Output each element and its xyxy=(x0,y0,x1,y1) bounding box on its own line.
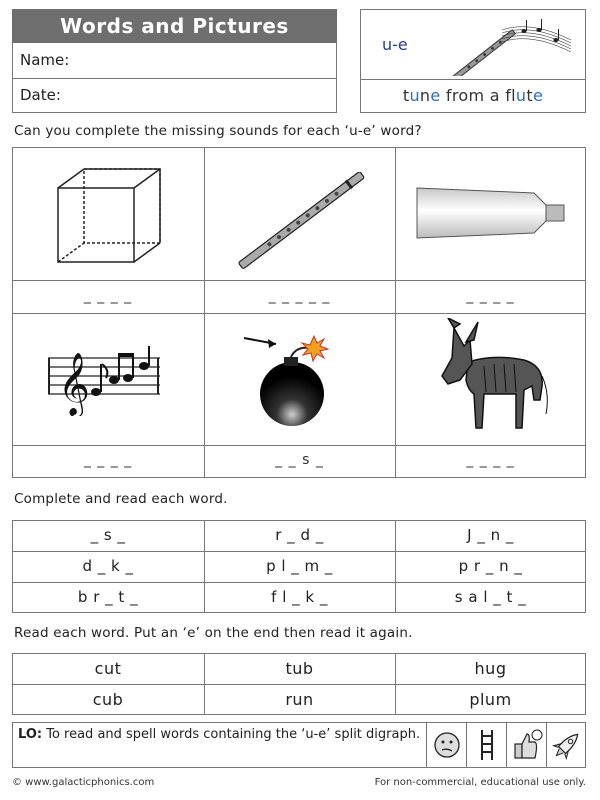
divider xyxy=(12,684,586,685)
divider xyxy=(12,280,586,281)
footer-copyright: © www.galacticphonics.com xyxy=(12,777,155,788)
learning-objective xyxy=(18,727,426,743)
self-assessment-cell[interactable] xyxy=(466,722,506,768)
name-label: Name: xyxy=(20,51,70,69)
word-cell[interactable]: f l _ k _ xyxy=(271,588,328,606)
instruction-3: Read each word. Put an ‘e’ on the end then read it again. xyxy=(14,625,413,641)
answer-blanks[interactable]: _ _ _ _ xyxy=(466,288,515,304)
instruction-1: Can you complete the missing sounds for each ‘u-e’ word? xyxy=(14,123,422,139)
phrase-highlight: u xyxy=(515,86,527,105)
fuse-picture xyxy=(240,330,346,428)
ladder-icon xyxy=(467,722,507,768)
self-assessment-cell[interactable] xyxy=(546,722,586,768)
phrase-part: n xyxy=(419,86,431,105)
answer-blanks[interactable]: _ _ s _ xyxy=(275,452,324,468)
word-cell: hug xyxy=(474,659,507,678)
cube-picture xyxy=(52,164,170,268)
key-phrase xyxy=(360,86,586,105)
self-assessment-cell[interactable] xyxy=(426,722,466,768)
lo-text: To read and spell words containing the ‘u-e’ split digraph. xyxy=(46,727,421,742)
phrase-highlight: u xyxy=(409,86,420,105)
word-cell[interactable]: d _ k _ xyxy=(82,557,134,575)
word-cell: run xyxy=(285,690,314,709)
phrase-highlight: e xyxy=(430,86,441,105)
thumbs-up-smiley-icon xyxy=(507,722,547,768)
phrase-part: t xyxy=(526,86,533,105)
self-assessment-cell[interactable] xyxy=(506,722,546,768)
sound-label: u-e xyxy=(382,35,408,54)
phrase-part: from a fl xyxy=(440,86,516,105)
divider xyxy=(12,78,337,79)
flute-music-icon xyxy=(436,18,576,76)
footer-usage-note: For non-commercial, educational use only. xyxy=(374,777,586,788)
word-cell: tub xyxy=(285,659,314,678)
tune-picture xyxy=(48,340,166,416)
mule-picture xyxy=(424,318,554,438)
thinking-face-icon xyxy=(427,722,467,768)
divider xyxy=(12,551,586,552)
phrase-highlight: e xyxy=(532,86,544,105)
word-cell[interactable]: J _ n _ xyxy=(467,526,514,544)
date-label: Date: xyxy=(20,86,61,104)
word-cell: plum xyxy=(469,690,512,709)
answer-blanks[interactable]: _ _ _ _ _ xyxy=(268,288,331,304)
divider xyxy=(360,79,586,80)
answer-blanks[interactable]: _ _ _ _ xyxy=(83,452,133,468)
word-cell[interactable]: _ s _ xyxy=(90,526,126,544)
word-cell[interactable]: r _ d _ xyxy=(275,526,324,544)
svg-text:𝄞: 𝄞 xyxy=(58,352,90,415)
rocket-icon xyxy=(547,722,587,768)
word-cell[interactable]: p r _ n _ xyxy=(458,557,523,575)
word-cell[interactable]: b r _ t _ xyxy=(77,588,139,606)
word-cell[interactable]: s a l _ t _ xyxy=(454,588,527,606)
page-title: Words and Pictures xyxy=(12,9,337,43)
tube-picture xyxy=(414,185,570,241)
word-cell: cut xyxy=(94,659,122,678)
divider xyxy=(12,313,586,314)
answer-blanks[interactable]: _ _ _ _ xyxy=(466,452,515,468)
flute-picture xyxy=(232,172,372,270)
word-cell: cub xyxy=(92,690,124,709)
phrase-part: t xyxy=(402,86,410,105)
divider xyxy=(12,445,586,446)
instruction-2: Complete and read each word. xyxy=(14,491,228,507)
answer-blanks[interactable]: _ _ _ _ xyxy=(83,288,133,304)
word-cell[interactable]: p l _ m _ xyxy=(266,557,333,575)
divider xyxy=(12,582,586,583)
lo-label: LO: xyxy=(18,727,43,742)
